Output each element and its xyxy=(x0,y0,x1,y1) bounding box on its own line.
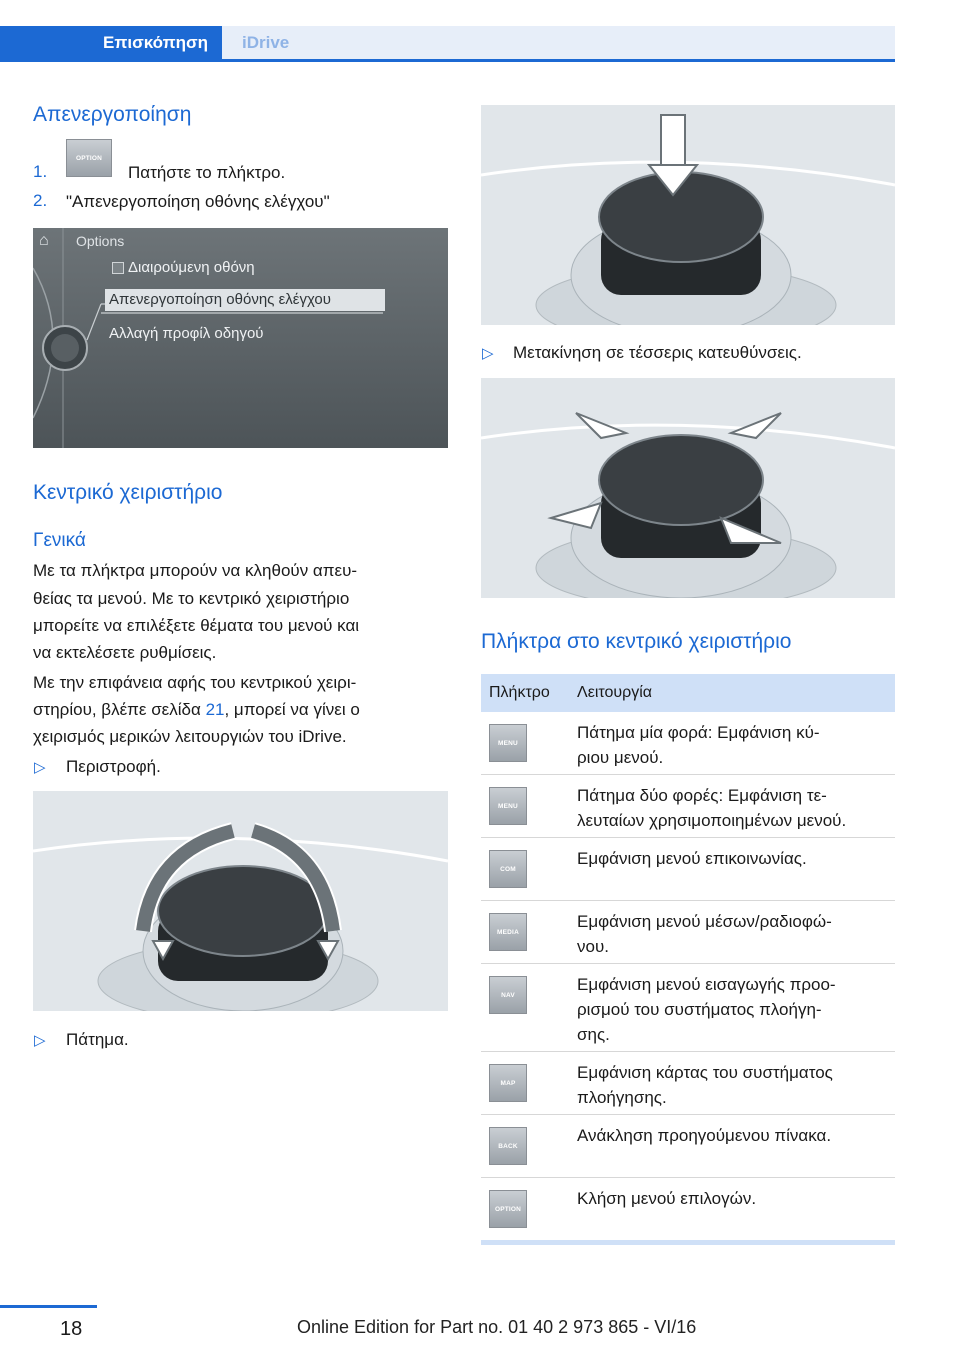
controller-move-drawing xyxy=(481,378,895,598)
screen-item-profile: Αλλαγή προφίλ οδηγού xyxy=(109,325,264,342)
table-row xyxy=(481,1115,895,1178)
cell-line: Εμφάνιση μενού μέσων/ραδιοφώ- xyxy=(577,912,832,931)
table-row xyxy=(481,838,895,901)
cell-line: Εμφάνιση μενού επικοινωνίας. xyxy=(577,849,807,868)
screen-item-split: Διαιρούμενη οθόνη xyxy=(128,259,255,276)
step-number-2: 2. xyxy=(33,191,48,210)
header-key: Πλήκτρο xyxy=(489,684,550,701)
cell-line: πλοήγησης. xyxy=(577,1088,667,1107)
bullet-marker-rotate: ▷ xyxy=(34,759,46,776)
table-row xyxy=(481,712,895,775)
function-cell xyxy=(577,964,895,1051)
back-key-icon: BACK xyxy=(489,1127,527,1165)
controller-press-image xyxy=(481,105,895,325)
option-button-icon: OPTION xyxy=(66,139,112,177)
paragraph-2-line-2 xyxy=(33,697,360,722)
paragraph-1-line-2: θείας τα μενού. Με το κεντρικό χειριστήριο xyxy=(33,589,350,608)
bullet-marker-press: ▷ xyxy=(34,1032,46,1049)
table-header xyxy=(481,674,895,712)
bullet-press: Πάτημα. xyxy=(66,1030,129,1049)
page-link[interactable]: 21 xyxy=(205,700,225,719)
controller-press-drawing xyxy=(481,105,895,325)
function-cell xyxy=(577,712,895,774)
header-function: Λειτουργία xyxy=(577,684,653,701)
screen-item-deactivate: Απενεργοποίηση οθόνης ελέγχου xyxy=(105,289,385,311)
cell-line: ριου μενού. xyxy=(577,748,664,767)
nav-key-icon: NAV xyxy=(489,976,527,1014)
cell-line: σης. xyxy=(577,1025,610,1044)
controller-rotate-drawing xyxy=(33,791,448,1011)
menu-key-icon: MENU xyxy=(489,724,527,762)
cell-line: ρισμού του συστήματος πλοήγη- xyxy=(577,1000,822,1019)
table-end-bar xyxy=(481,1240,895,1245)
table-row xyxy=(481,775,895,838)
cell-line: Εμφάνιση κάρτας του συστήματος xyxy=(577,1063,833,1082)
option-key-icon: OPTION xyxy=(489,1190,527,1228)
controller-move-image xyxy=(481,378,895,598)
paragraph-2-text-pre: στηρίου, βλέπε σελίδα xyxy=(33,700,206,719)
cell-line: Πάτημα δύο φορές: Εμφάνιση τε- xyxy=(577,786,827,805)
function-cell xyxy=(577,838,895,900)
paragraph-1-line-4: να εκτελέσετε ρυθμίσεις. xyxy=(33,643,217,662)
page-number: 18 xyxy=(60,1318,83,1340)
tab-idrive[interactable]: iDrive xyxy=(222,26,895,59)
header-divider xyxy=(0,59,895,62)
heading-deactivate: Απενεργοποίηση xyxy=(33,103,192,126)
heading-general: Γενικά xyxy=(33,530,86,551)
table-row xyxy=(481,901,895,964)
cell-line: Εμφάνιση μενού εισαγωγής προο- xyxy=(577,975,836,994)
paragraph-2-line-1: Με την επιφάνεια αφής του κεντρικού χειρι- xyxy=(33,673,357,692)
menu-key-icon: MENU xyxy=(489,787,527,825)
tab-overview[interactable]: Επισκόπηση xyxy=(0,26,222,59)
function-cell xyxy=(577,775,895,837)
keys-table xyxy=(481,674,895,1245)
bullet-marker-move: ▷ xyxy=(482,345,494,362)
table-row xyxy=(481,1052,895,1115)
cell-line: Ανάκληση προηγούμενου πίνακα. xyxy=(577,1126,832,1145)
function-cell xyxy=(577,1052,895,1114)
edition-text: Online Edition for Part no. 01 40 2 973 865 - VI/16 xyxy=(297,1317,697,1337)
cell-line: λευταίων χρησιμοποιημένων μενού. xyxy=(577,811,847,830)
com-key-icon: COM xyxy=(489,850,527,888)
cell-line: νου. xyxy=(577,937,609,956)
step-number-1: 1. xyxy=(33,162,48,181)
media-key-icon: MEDIA xyxy=(489,913,527,951)
paragraph-1-line-3: μπορείτε να επιλέξετε θέματα του μενού και xyxy=(33,616,360,635)
paragraph-2-text-post: , μπορεί να γίνει ο xyxy=(224,700,360,719)
control-display-screenshot xyxy=(33,228,448,448)
map-key-icon: MAP xyxy=(489,1064,527,1102)
screen-title: Options xyxy=(76,233,125,249)
step-text-2: "Απενεργοποίηση οθόνης ελέγχου" xyxy=(66,192,330,211)
step-text-1: Πατήστε το πλήκτρο. xyxy=(128,163,286,182)
heading-controller: Κεντρικό χειριστήριο xyxy=(33,481,223,504)
cell-line: Πάτημα μία φορά: Εμφάνιση κύ- xyxy=(577,723,820,742)
paragraph-1-line-1: Με τα πλήκτρα μπορούν να κληθούν απευ- xyxy=(33,561,358,580)
split-screen-checkbox-icon xyxy=(112,262,124,274)
cell-line: Κλήση μενού επιλογών. xyxy=(577,1189,757,1208)
table-row xyxy=(481,964,895,1052)
controller-rotate-image xyxy=(33,791,448,1011)
bullet-rotate: Περιστροφή. xyxy=(66,757,161,776)
function-cell xyxy=(577,901,895,963)
header-tabs xyxy=(0,26,895,62)
function-cell xyxy=(577,1178,895,1240)
bullet-move: Μετακίνηση σε τέσσερις κατευθύνσεις. xyxy=(513,343,802,362)
footer-accent-line xyxy=(0,1305,97,1308)
table-row xyxy=(481,1178,895,1240)
home-icon: ⌂ xyxy=(39,232,49,249)
function-cell xyxy=(577,1115,895,1177)
heading-keys: Πλήκτρα στο κεντρικό χειριστήριο xyxy=(481,630,792,653)
paragraph-2-line-3: χειρισμός μερικών λειτουργιών του iDrive. xyxy=(33,727,347,746)
